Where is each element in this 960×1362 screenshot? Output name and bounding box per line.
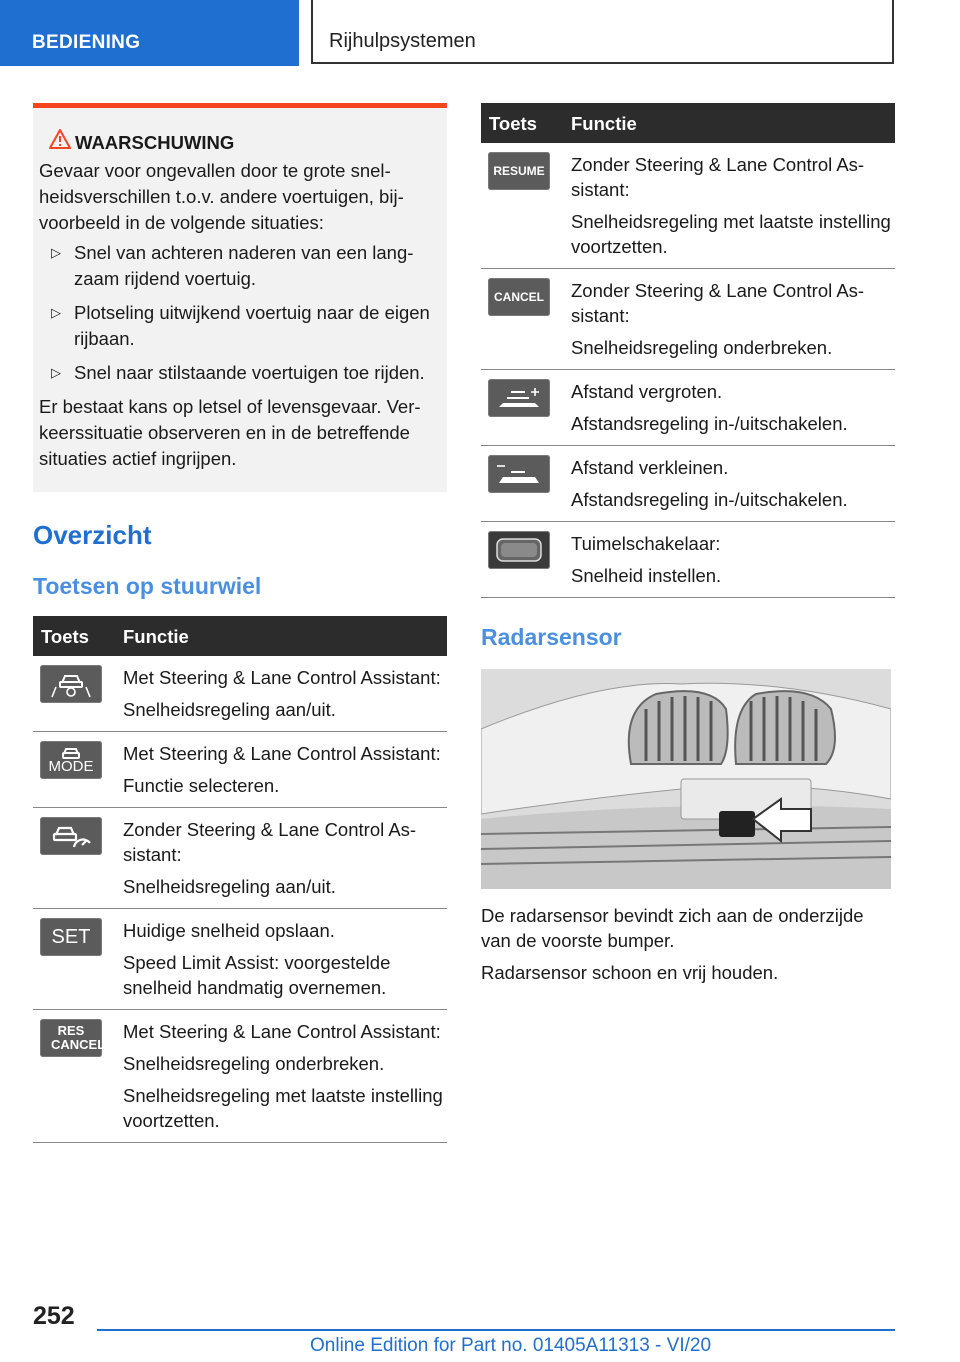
warning-list bbox=[39, 240, 437, 386]
left-column bbox=[33, 103, 447, 1143]
warning-list-item: ▷ Snel van achteren naderen van een langzaam rijdend voertuig. bbox=[51, 242, 414, 289]
warning-title bbox=[39, 130, 437, 156]
radar-location-text: De radarsensor bevindt zich aan de onderzijde van de voorste bumper. bbox=[481, 905, 864, 951]
right-keys-table bbox=[481, 103, 895, 598]
right-column bbox=[481, 103, 895, 985]
left-keys-table bbox=[33, 616, 447, 1143]
header-chapter-label: Rijhulpsystemen bbox=[329, 30, 476, 52]
bullet-triangle-icon: ▷ bbox=[51, 365, 61, 380]
cruise-control-icon bbox=[40, 817, 102, 855]
col-functie-header: Functie bbox=[108, 616, 447, 656]
header-chapter-tab bbox=[311, 0, 894, 64]
warning-list-item: ▷ Plotseling uitwijkend voertuig naar de eigen rijbaan. bbox=[51, 302, 430, 349]
warning-list-item: ▷ Snel naar stilstaande voertuigen toe rijden. bbox=[39, 360, 437, 386]
table-row: Afstand vergroten. Afstandsregeling in-/uitschakelen. bbox=[481, 370, 895, 446]
radar-heading: Radarsensor bbox=[481, 624, 622, 650]
table-header-row bbox=[33, 616, 447, 656]
resume-button-icon: RESUME bbox=[488, 152, 550, 190]
table-header-row bbox=[481, 103, 895, 143]
footer-edition-text: Online Edition for Part no. 01405A11313 - VI/20 bbox=[310, 1335, 712, 1356]
warning-triangle-icon bbox=[49, 129, 71, 149]
table-row: Met Steering & Lane Control Assistant: Snelheidsregeling aan/uit. bbox=[33, 656, 447, 732]
header-section-tab bbox=[0, 0, 299, 66]
table-row: MODE Met Steering & Lane Control Assistant: Functie selecteren. bbox=[33, 732, 447, 808]
mode-button-icon: MODE bbox=[40, 741, 102, 779]
warning-outro: Er bestaat kans op letsel of levensgevaar. Verkeerssituatie observeren en in de betreffende situaties actief ingrijpen. bbox=[39, 396, 421, 469]
table-row: SET Huidige snelheid opslaan. Speed Limit Assist: voorgestelde snelheid handmatig overnemen. bbox=[33, 909, 447, 1010]
header-section-label: BEDIENING bbox=[32, 32, 141, 53]
table-row: RESUME Zonder Steering & Lane Control Assistant: Snelheidsregeling met laatste instelling voortzetten. bbox=[481, 143, 895, 269]
steering-lane-control-icon bbox=[40, 665, 102, 703]
res-cancel-button-icon: RES CANCEL bbox=[40, 1019, 102, 1057]
radar-sensor-illustration bbox=[481, 669, 891, 889]
radar-clean-text: Radarsensor schoon en vrij houden. bbox=[481, 962, 779, 983]
table-row: Zonder Steering & Lane Control Assistant: Snelheidsregeling aan/uit. bbox=[33, 808, 447, 909]
set-button-icon: SET bbox=[40, 918, 102, 956]
cancel-button-icon: CANCEL bbox=[488, 278, 550, 316]
table-row: Tuimelschakelaar: Snelheid instellen. bbox=[481, 522, 895, 598]
warning-intro: Gevaar voor ongevallen door te grote snelheidsverschillen t.o.v. andere voertuigen, bijvoorbeeld in de volgende situaties: bbox=[39, 160, 404, 233]
col-functie-header: Functie bbox=[556, 103, 895, 143]
bullet-triangle-icon: ▷ bbox=[51, 245, 61, 260]
steering-keys-heading: Toetsen op stuurwiel bbox=[33, 573, 262, 599]
col-toets-header: Toets bbox=[33, 616, 108, 656]
footer-divider bbox=[97, 1329, 895, 1331]
col-toets-header: Toets bbox=[481, 103, 556, 143]
page-number: 252 bbox=[33, 1302, 75, 1330]
bullet-triangle-icon: ▷ bbox=[51, 305, 61, 320]
table-row: CANCEL Zonder Steering & Lane Control Assistant: Snelheidsregeling onderbreken. bbox=[481, 269, 895, 370]
warning-title-text: WAARSCHUWING bbox=[75, 132, 235, 153]
overview-heading: Overzicht bbox=[33, 520, 152, 550]
table-row: RES CANCEL Met Steering & Lane Control Assistant: Snelheidsregeling onderbreken. Snelheidsregeling met laatste instelling voortzetten. bbox=[33, 1010, 447, 1143]
distance-decrease-icon bbox=[488, 455, 550, 493]
rocker-switch-icon bbox=[488, 531, 550, 569]
warning-box bbox=[33, 103, 447, 492]
distance-increase-icon bbox=[488, 379, 550, 417]
table-row: Afstand verkleinen. Afstandsregeling in-/uitschakelen. bbox=[481, 446, 895, 522]
